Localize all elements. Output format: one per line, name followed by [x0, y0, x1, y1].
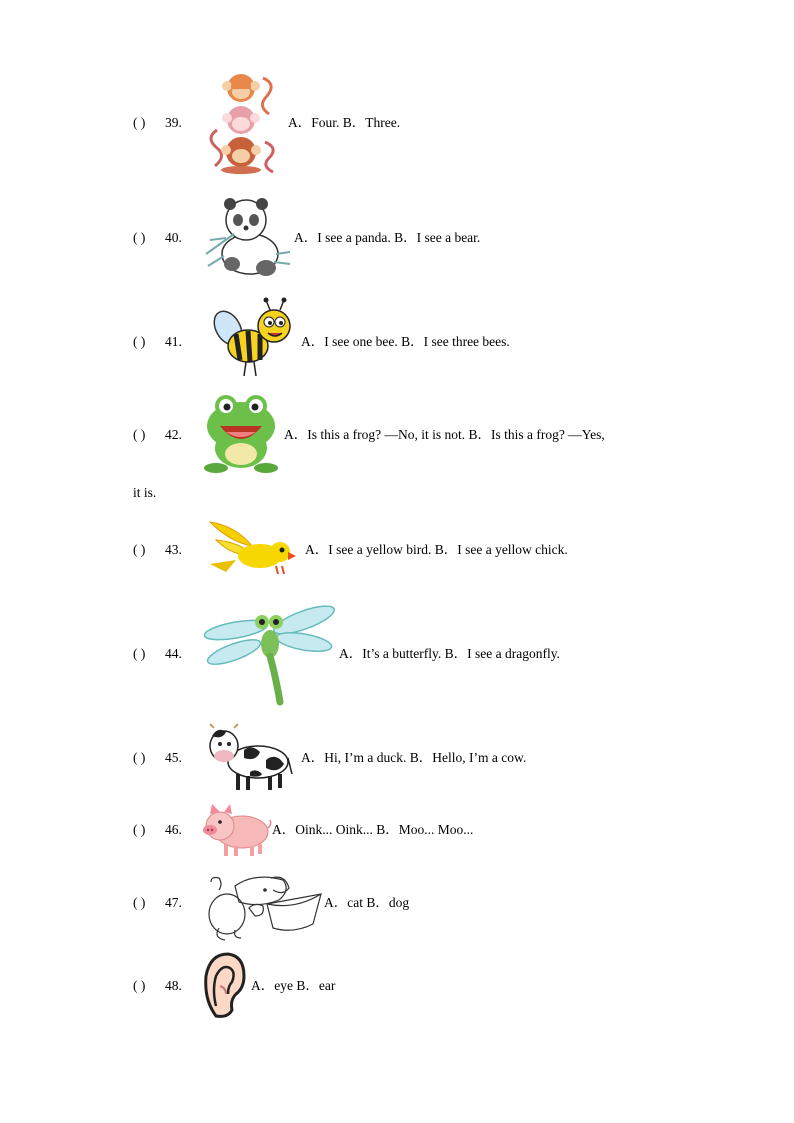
answer-blank[interactable]: ( ): [133, 978, 146, 993]
ear-image: [202, 950, 248, 1020]
frog-image: [202, 390, 280, 476]
question-48: [133, 976, 182, 996]
question-44: [133, 644, 182, 664]
bee-image: [210, 296, 296, 382]
question-number: 42.: [165, 427, 182, 442]
question-number: 39.: [165, 115, 182, 130]
question-45: [133, 748, 182, 768]
cow-image: [204, 722, 294, 792]
answer-blank[interactable]: ( ): [133, 822, 146, 837]
question-43: [133, 540, 182, 560]
options-39: A．Four. B．Three.: [288, 115, 401, 130]
options-42: A．Is this a frog? —No, it is not. B．Is this a frog? —Yes,: [284, 427, 605, 442]
answer-blank[interactable]: ( ): [133, 427, 146, 442]
pig-image: [202, 800, 272, 858]
options-42-continuation: it is.: [133, 485, 157, 500]
question-39: [133, 113, 182, 133]
yellow-bird-image: [206, 516, 296, 578]
options-43: A．I see a yellow bird. B．I see a yellow chick.: [305, 542, 568, 557]
question-46: [133, 820, 182, 840]
question-number: 43.: [165, 542, 182, 557]
answer-blank[interactable]: ( ): [133, 646, 146, 661]
three-monkeys-image: [205, 70, 283, 174]
answer-blank[interactable]: ( ): [133, 334, 146, 349]
question-42: [133, 425, 182, 445]
question-40: [133, 228, 182, 248]
options-46: A．Oink... Oink... B．Moo... Moo...: [272, 822, 474, 837]
question-41: [133, 332, 182, 352]
question-number: 48.: [165, 978, 182, 993]
panda-image: [204, 192, 292, 280]
question-47: [133, 893, 182, 913]
question-number: 41.: [165, 334, 182, 349]
answer-blank[interactable]: ( ): [133, 230, 146, 245]
question-number: 46.: [165, 822, 182, 837]
options-44: A．It’s a butterfly. B．I see a dragonfly.: [339, 646, 560, 661]
options-48: A．eye B．ear: [251, 978, 336, 993]
answer-blank[interactable]: ( ): [133, 115, 146, 130]
options-41: A．I see one bee. B．I see three bees.: [301, 334, 510, 349]
options-45: A．Hi, I’m a duck. B．Hello, I’m a cow.: [301, 750, 527, 765]
question-number: 47.: [165, 895, 182, 910]
options-47: A．cat B．dog: [324, 895, 410, 910]
question-number: 44.: [165, 646, 182, 661]
answer-blank[interactable]: ( ): [133, 750, 146, 765]
answer-blank[interactable]: ( ): [133, 542, 146, 557]
answer-blank[interactable]: ( ): [133, 895, 146, 910]
dog-outline-image: [205, 870, 323, 942]
dragonfly-image: [204, 598, 336, 706]
question-number: 40.: [165, 230, 182, 245]
question-number: 45.: [165, 750, 182, 765]
options-40: A．I see a panda. B．I see a bear.: [294, 230, 481, 245]
